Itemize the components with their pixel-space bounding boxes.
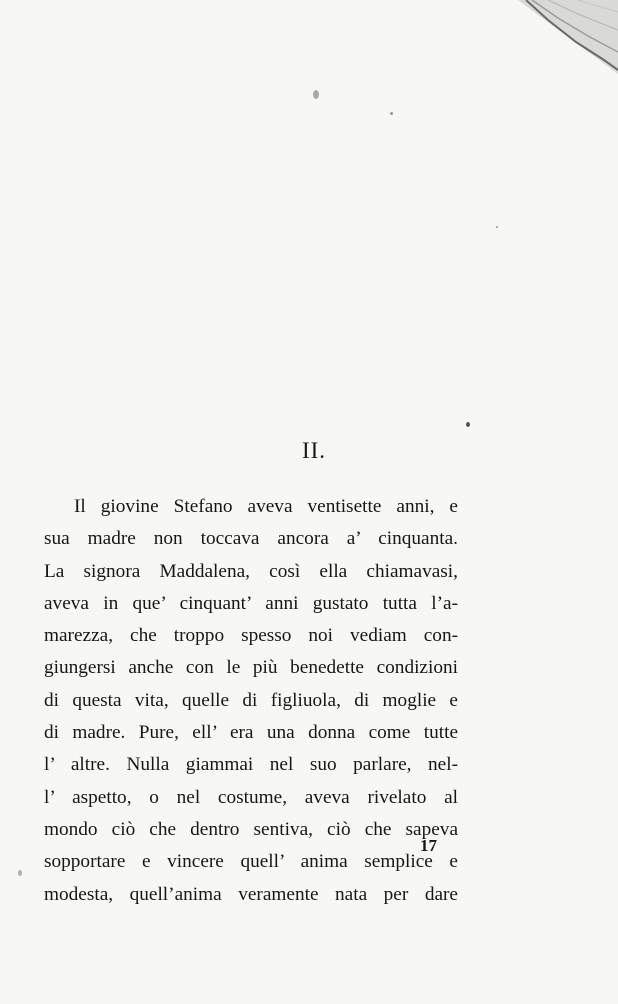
text-line: sua madre non toccava ancora a’ cinquanta. (44, 528, 458, 550)
text-line: modesta, quell’anima veramente nata per dare (44, 883, 458, 905)
paper-speck (496, 226, 498, 228)
text-line: giungersi anche con le più benedette condizioni (44, 657, 458, 679)
text-line: Il giovine Stefano aveva ventisette anni, e (74, 496, 458, 517)
paper-speck (466, 422, 470, 427)
folded-corner-icon (518, 0, 618, 74)
text-line: La signora Maddalena, così ella chiamavasi, (44, 560, 458, 582)
text-line: l’ aspetto, o nel costume, aveva rivelato al (44, 786, 458, 808)
text-line: l’ altre. Nulla giammai nel suo parlare, nel- (44, 754, 458, 776)
text-line: di questa vita, quelle di figliuola, di moglie e (44, 689, 458, 711)
text-line: mondo ciò che dentro sentiva, ciò che sapeva (44, 818, 458, 840)
paper-speck (390, 112, 393, 115)
text-line: sopportare e vincere quell’ anima semplice e (44, 851, 458, 873)
text-line: di madre. Pure, ell’ era una donna come tutte (44, 722, 458, 744)
paper-speck (313, 90, 319, 99)
text-line: aveva in que’ cinquant’ anni gustato tutta l’a- (44, 592, 458, 614)
paper-speck (18, 870, 22, 876)
chapter-heading: II. (301, 438, 327, 463)
page-number: 17 (420, 836, 437, 855)
body-text (44, 491, 458, 911)
text-line: marezza, che troppo spesso noi vediam con- (44, 625, 458, 647)
